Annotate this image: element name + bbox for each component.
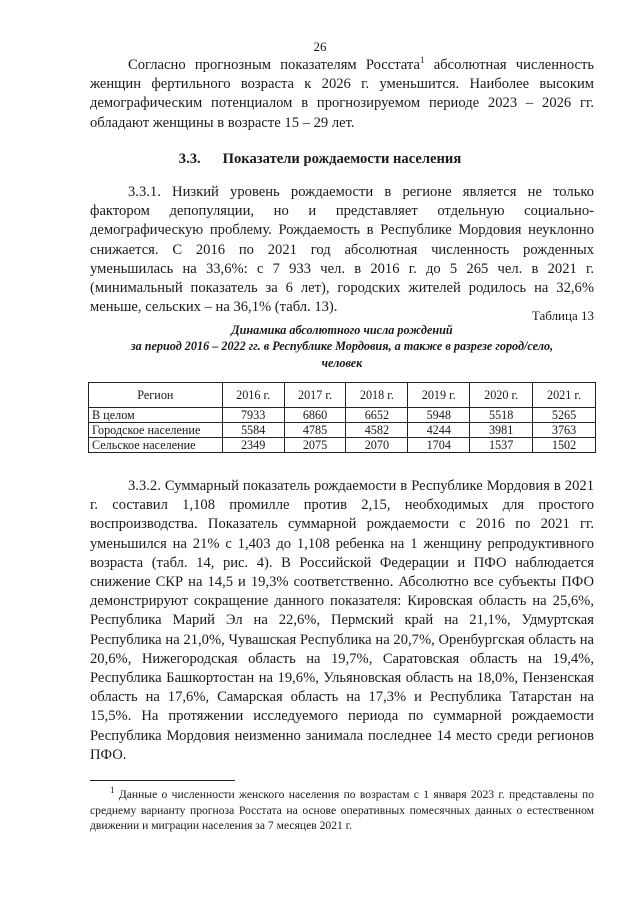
table-row — [89, 438, 596, 453]
births-table — [88, 382, 596, 453]
section-title: Показатели рождаемости населения — [222, 151, 462, 167]
table-cell: 5948 — [408, 408, 470, 423]
page-number: 26 — [313, 39, 327, 54]
table-title-line-2: за период 2016 – 2022 гг. в Республике Мордовия, а также в разрезе город/село, — [130, 339, 554, 354]
paragraph-3-3-2 — [90, 477, 594, 765]
header-cell: 2018 г. — [346, 383, 408, 408]
table-cell: 5584 — [222, 423, 284, 438]
table-cell: 4582 — [346, 423, 408, 438]
table-cell: 5518 — [470, 408, 533, 423]
intro-text: Согласно прогнозным показателям Росстата — [128, 57, 420, 73]
table-cell: 4244 — [408, 423, 470, 438]
table-title — [90, 322, 594, 371]
row-label: Сельское население — [89, 438, 223, 453]
header-cell: 2021 г. — [533, 383, 596, 408]
table-cell: 7933 — [222, 408, 284, 423]
table-title-line-1: Динамика абсолютного числа рождений — [231, 323, 453, 337]
row-label: В целом — [89, 408, 223, 423]
footnote-text: Данные о численности женского населения по возрастам с 1 января 2023 г. представлены по среднему варианту прогноза Росстата на основе оперативных помесячных данных о естественном движении и миграции населения за 7 месяцев 2021 г. — [90, 788, 594, 832]
table-cell: 4785 — [284, 423, 346, 438]
table-cell: 3981 — [470, 423, 533, 438]
intro-paragraph — [90, 56, 594, 133]
table-cell: 6652 — [346, 408, 408, 423]
section-heading — [0, 151, 640, 168]
table-cell: 1537 — [470, 438, 533, 453]
table-header-row — [89, 383, 596, 408]
paragraph-3-3-1-text: 3.3.1. Низкий уровень рождаемости в регионе является не только фактором депопуляции, но и представляет отдельную социально-демографическую проблему. Рождаемость в Республике Мордовия неуклонно снижается. С 2016 по 2021 год абсолютная численность рожденных уменьшилась на 33,6%: с 7 933 чел. в 2016 г. до 5 265 чел. в 2021 г. (минимальный показатель за 6 лет), городских жителей родилось на 32,6% меньше, сельских – на 36,1% (табл. 13). — [90, 184, 594, 316]
table-cell: 6860 — [284, 408, 346, 423]
row-label: Городское население — [89, 423, 223, 438]
table-row — [89, 423, 596, 438]
table-cell: 3763 — [533, 423, 596, 438]
table-title-line-3: человек — [321, 355, 363, 370]
table-row — [89, 408, 596, 423]
header-cell: 2016 г. — [222, 383, 284, 408]
footnote-divider — [90, 780, 235, 781]
table-cell: 2075 — [284, 438, 346, 453]
header-cell: 2020 г. — [470, 383, 533, 408]
header-cell: 2017 г. — [284, 383, 346, 408]
table-cell: 5265 — [533, 408, 596, 423]
footnote-marker: 1 — [110, 785, 115, 796]
table-cell: 2070 — [346, 438, 408, 453]
table-cell: 1502 — [533, 438, 596, 453]
paragraph-3-3-2-text: 3.3.2. Суммарный показатель рождаемости в Республике Мордовия в 2021 г. составил 1,108 промилле против 2,15, необходимых для простого воспроизводства. Показатель суммарной рождаемости с 2016 по 2021 гг. уменьшился на 21% с 1,403 до 1,108 ребенка на 1 женщину репродуктивного возраста (табл. 14, рис. 4). В Российской Федерации и ПФО наблюдается снижение СКР на 14,5 и 19,3% соответственно. Абсолютно все субъекты ПФО демонстрируют сокращение данного показателя: Кировская область на 25,6%, Республика Марий Эл на 22,6%, Пермский край на 21,1%, Удмуртская Республика на 21,0%, Чувашская Республика на 20,7%, Оренбургская область на 20,6%, Нижегородская область на 19,7%, Саратовская область на 19,4%, Республика Башкортостан на 19,6%, Ульяновская область на 18,0%, Пензенская область на 17,6%, Самарская область на 17,3% и Республика Татарстан на 15,5%. На протяжении исследуемого периода по суммарной рождаемости Республика Мордовия неизменно занимала последнее 14 место среди регионов ПФО. — [90, 478, 594, 763]
footnote — [90, 787, 594, 834]
intro-text-continued: абсолютная численность женщин фертильного возраста к 2026 г. уменьшится. Наиболее высоким демографическим потенциалом в прогнозируемом периоде 2023 – 2026 гг. обладают женщины в возрасте 15 – 29 лет. — [90, 57, 594, 131]
header-cell: 2019 г. — [408, 383, 470, 408]
footnote-reference: 1 — [419, 55, 425, 66]
table-cell: 1704 — [408, 438, 470, 453]
header-cell: Регион — [89, 383, 223, 408]
table-cell: 2349 — [222, 438, 284, 453]
paragraph-3-3-1 — [90, 183, 594, 317]
table-label: Таблица 13 — [531, 308, 594, 323]
section-number: 3.3. — [178, 151, 201, 167]
